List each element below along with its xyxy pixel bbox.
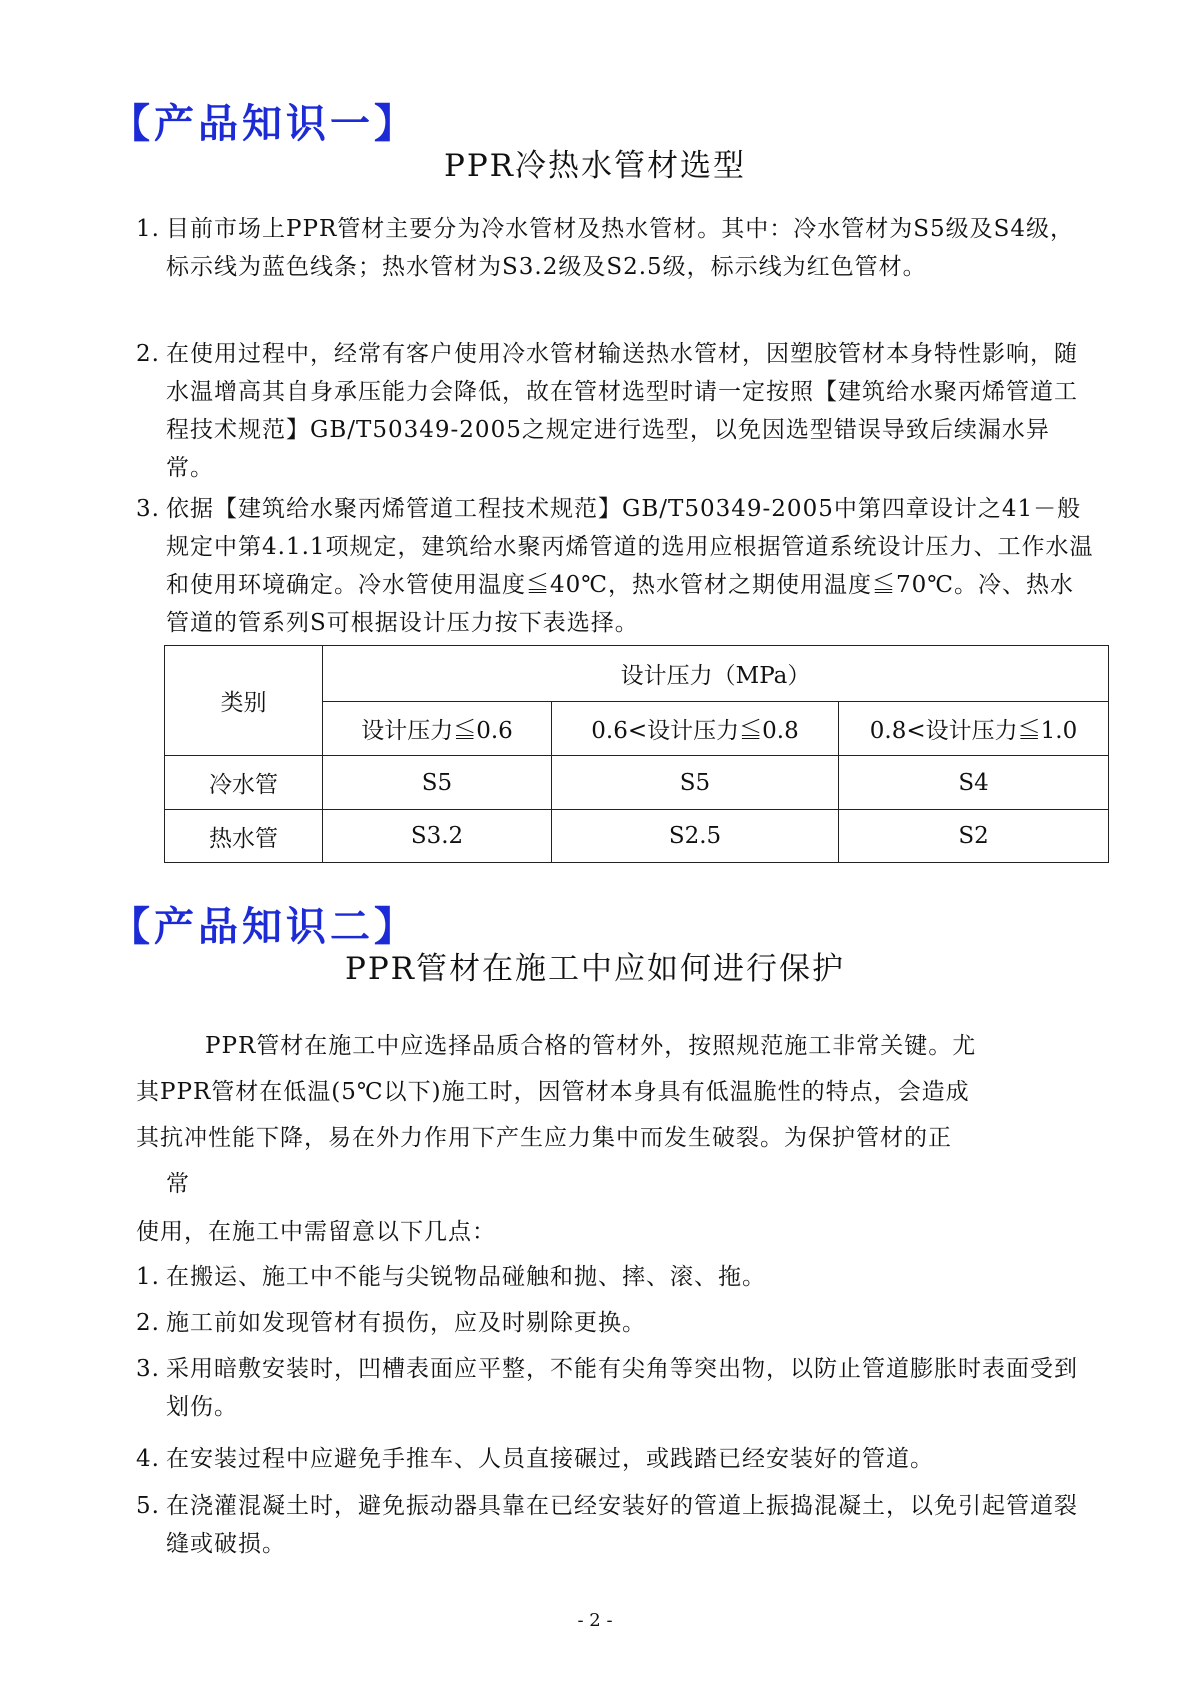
list-item-text: 在浇灌混凝土时，避免振动器具靠在已经安装好的管道上振捣混凝土，以免引起管道裂缝或破损。 xyxy=(166,1493,1078,1557)
intro-paragraph-line: 常 xyxy=(166,1171,190,1197)
pipe-series-table xyxy=(164,645,1109,863)
list-item xyxy=(136,1258,1096,1296)
list-item-text: 依据【建筑给水聚丙烯管道工程技术规范】GB/T50349-2005中第四章设计之41－般规定中第4.1.1项规定，建筑给水聚丙烯管道的选用应根据管道系统设计压力、工作水温和使用环境确定。冷水管使用温度≦40℃，热水管材之期使用温度≦70℃。冷、热水管道的管系列S可根据设计压力按下表选择。 xyxy=(166,496,1094,636)
section1-title: PPR冷热水管材选型 xyxy=(443,148,747,184)
list-item-number: 1. xyxy=(136,216,160,242)
intro-paragraph-line: 使用，在施工中需留意以下几点： xyxy=(136,1219,496,1245)
list-item-text: 采用暗敷安装时，凹槽表面应平整，不能有尖角等突出物，以防止管道膨胀时表面受到划伤。 xyxy=(166,1356,1078,1420)
list-item xyxy=(136,1487,1096,1563)
list-item-text: 施工前如发现管材有损伤，应及时剔除更换。 xyxy=(166,1310,646,1336)
table-cell: S3.2 xyxy=(323,810,552,863)
list-item xyxy=(136,490,1096,642)
page-number: - 2 - xyxy=(577,1610,613,1631)
list-item-number: 5. xyxy=(136,1493,160,1519)
table-header-category: 类别 xyxy=(165,646,323,756)
list-item-text: 在安装过程中应避免手推车、人员直接碾过，或践踏已经安装好的管道。 xyxy=(166,1446,934,1472)
section2-title: PPR管材在施工中应如何进行保护 xyxy=(344,951,846,987)
list-item-number: 3. xyxy=(136,496,160,522)
table-cell: S5 xyxy=(323,756,552,810)
table-row-label: 冷水管 xyxy=(165,756,323,810)
list-item-number: 2. xyxy=(136,1310,160,1336)
table-cell: S4 xyxy=(839,756,1109,810)
intro-paragraph-line: 其抗冲性能下降，易在外力作用下产生应力集中而发生破裂。为保护管材的正 xyxy=(136,1125,952,1151)
list-item-text: 在搬运、施工中不能与尖锐物品碰触和抛、摔、滚、拖。 xyxy=(166,1264,766,1290)
list-item-number: 4. xyxy=(136,1446,160,1472)
table-header-range: 0.8<设计压力≦1.0 xyxy=(839,702,1109,756)
list-item-number: 1. xyxy=(136,1264,160,1290)
table-row-label: 热水管 xyxy=(165,810,323,863)
table-cell: S5 xyxy=(552,756,839,810)
table-cell: S2.5 xyxy=(552,810,839,863)
section2-tag: 【产品知识二】 xyxy=(110,904,418,950)
list-item-text: 在使用过程中，经常有客户使用冷水管材输送热水管材，因塑胶管材本身特性影响，随水温增高其自身承压能力会降低，故在管材选型时请一定按照【建筑给水聚丙烯管道工程技术规范】GB/T50349-2005之规定进行选型，以免因选型错误导致后续漏水异常。 xyxy=(166,341,1078,481)
list-item-number: 2. xyxy=(136,341,160,367)
list-item-text: 目前市场上PPR管材主要分为冷水管材及热水管材。其中：冷水管材为S5级及S4级，标示线为蓝色线条；热水管材为S3.2级及S2.5级，标示线为红色管材。 xyxy=(166,216,1075,280)
table-row xyxy=(165,756,1109,810)
intro-paragraph-line: PPR管材在施工中应选择品质合格的管材外，按照规范施工非常关键。尤 xyxy=(205,1033,977,1059)
section1-tag: 【产品知识一】 xyxy=(110,101,418,147)
table-header-pressure: 设计压力（MPa） xyxy=(323,646,1109,702)
intro-paragraph-line: 其PPR管材在低温(5℃以下)施工时，因管材本身具有低温脆性的特点，会造成 xyxy=(136,1079,970,1105)
list-item xyxy=(136,1440,1096,1478)
table-row xyxy=(165,810,1109,863)
table-header-range: 设计压力≦0.6 xyxy=(323,702,552,756)
list-item xyxy=(136,1304,1096,1342)
table-cell: S2 xyxy=(839,810,1109,863)
list-item xyxy=(136,1350,1096,1426)
table-header-range: 0.6<设计压力≦0.8 xyxy=(552,702,839,756)
list-item xyxy=(136,210,1096,286)
list-item xyxy=(136,335,1096,487)
list-item-number: 3. xyxy=(136,1356,160,1382)
